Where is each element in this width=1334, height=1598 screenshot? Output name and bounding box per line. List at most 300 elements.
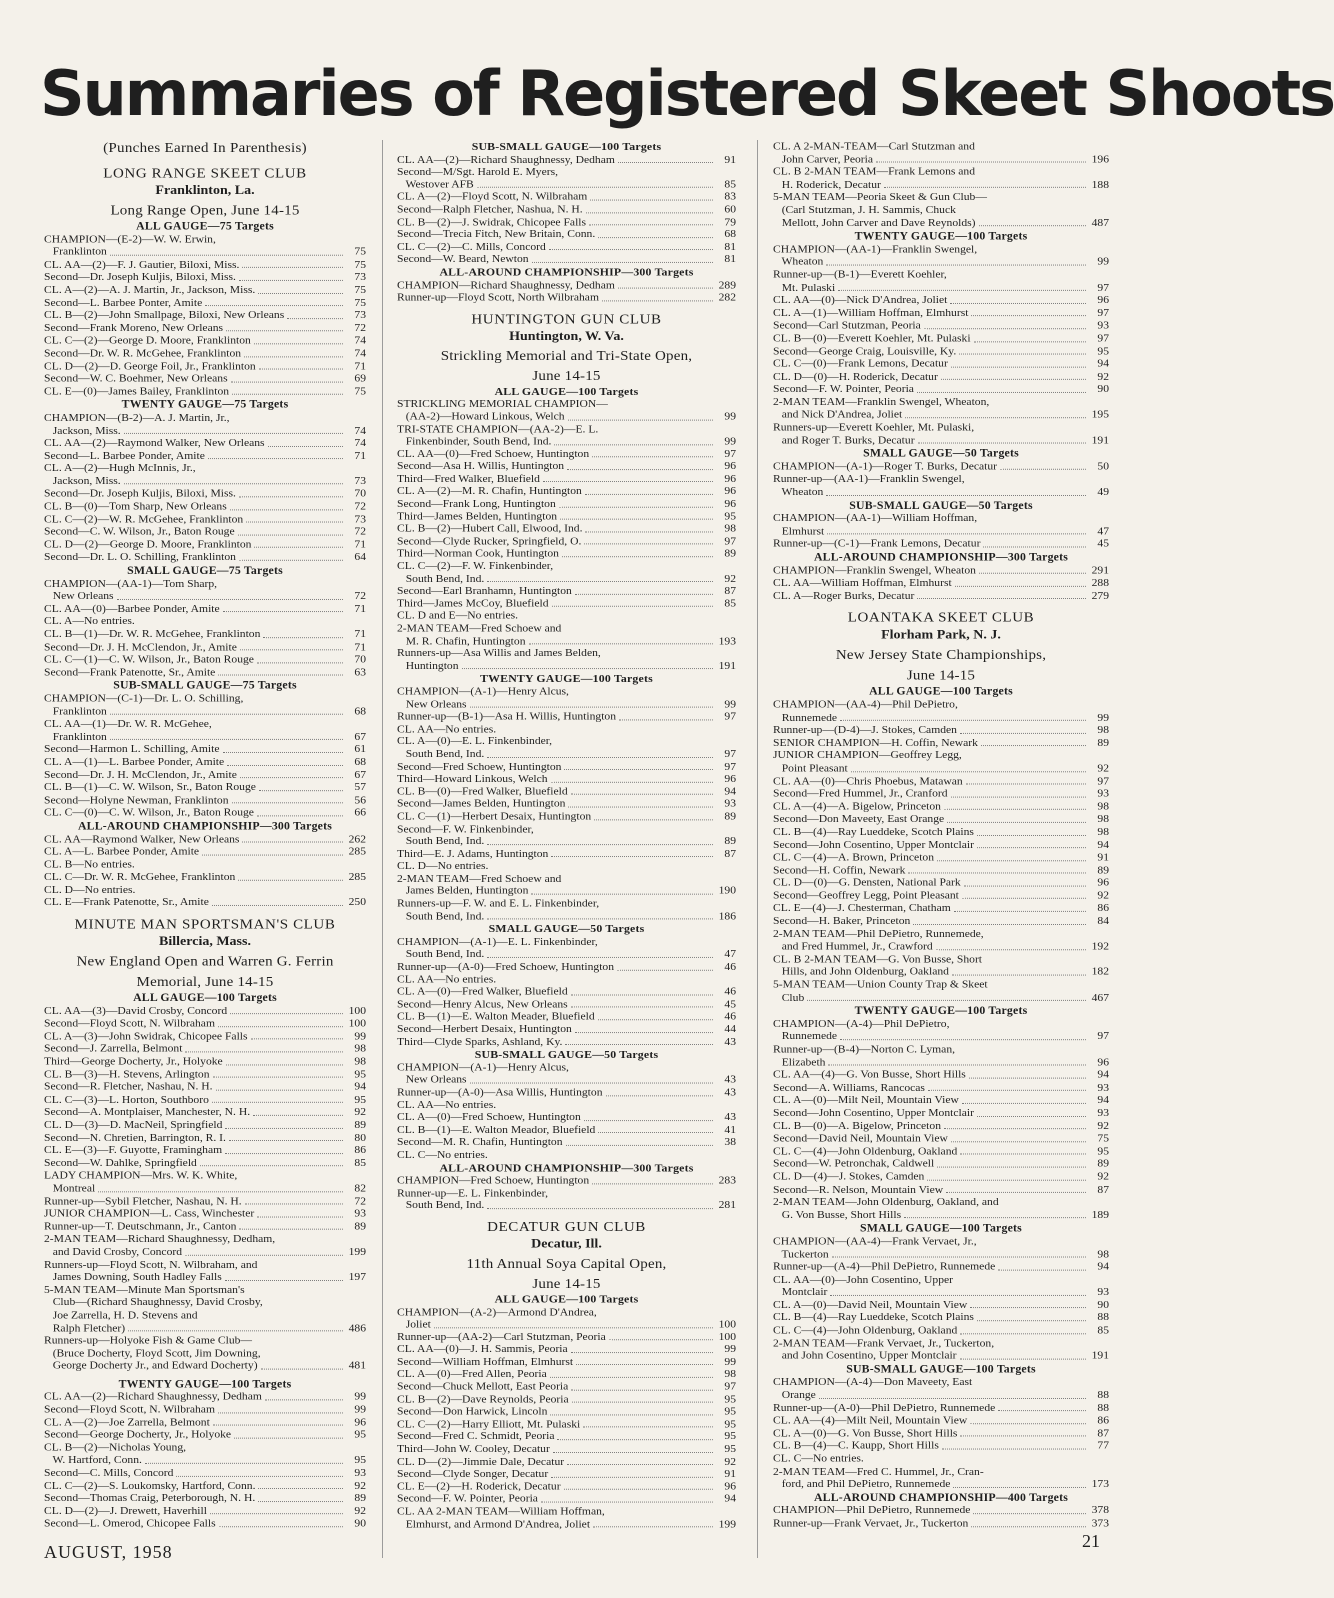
result-entry: Third—James McCoy, Bluefield (397, 597, 549, 610)
result-entry: CL. C—(4)—John Oldenburg, Oakland (773, 1324, 958, 1337)
event-title: New England Open and Warren G. Ferrin (76, 954, 334, 970)
result-row (44, 1106, 366, 1119)
result-row (44, 500, 366, 513)
score: 99 (354, 1403, 366, 1416)
score: 291 (1091, 563, 1109, 577)
result-entry: Runner-up—(C-1)—Frank Lemons, Decatur (773, 537, 981, 550)
result-row (773, 1056, 1109, 1069)
result-row (44, 705, 366, 718)
entry-text: 2-MAN TEAM—Fred Schoew and (397, 872, 562, 885)
score: 96 (724, 472, 736, 485)
entry-text: CHAMPION—(AA-1)—Franklin Swengel, (773, 242, 978, 255)
result-row (773, 153, 1109, 166)
result-row (397, 1035, 736, 1047)
result-entry: Second—Dr. W. R. McGehee, Franklinton (44, 347, 242, 360)
dot-leader (618, 288, 713, 289)
section-heading: SMALL GAUGE—50 Targets (863, 446, 1019, 460)
dot-leader (259, 369, 343, 370)
result-entry: South Bend, Ind. (397, 835, 485, 848)
result-entry: Third—Norman Cook, Huntington (397, 547, 559, 560)
result-row (44, 538, 366, 551)
score: 98 (354, 1042, 366, 1055)
result-row (773, 1517, 1109, 1530)
score: 43 (724, 1086, 736, 1099)
result-row (773, 915, 1109, 928)
result-row (773, 319, 1109, 332)
dot-leader (238, 534, 343, 535)
score: 71 (354, 359, 366, 372)
result-row (44, 1131, 366, 1144)
score: 96 (724, 460, 736, 473)
score: 95 (724, 1430, 736, 1443)
score: 481 (348, 1359, 366, 1372)
score: 77 (1097, 1439, 1109, 1452)
score: 97 (724, 760, 736, 773)
result-entry: Mt. Pulaski (773, 281, 836, 294)
score: 93 (1097, 1285, 1109, 1299)
dot-leader (590, 200, 713, 201)
score: 92 (354, 1479, 366, 1492)
score: 97 (1097, 774, 1109, 787)
result-row (773, 826, 1109, 839)
result-entry: CL. B—(3)—H. Stevens, Arlington (44, 1067, 210, 1081)
result-row (44, 1505, 366, 1518)
result-row (397, 948, 736, 960)
result-entry: South Bend, Ind. (397, 909, 485, 922)
result-row (773, 902, 1109, 915)
score: 49 (1097, 485, 1109, 498)
result-entry: CHAMPION—Phil DePietro, Runnemede (773, 1504, 971, 1517)
result-row (773, 538, 1109, 551)
dot-leader (937, 1167, 1086, 1168)
dot-leader (571, 794, 713, 795)
result-row (44, 513, 366, 526)
score: 81 (724, 240, 736, 253)
result-row (773, 813, 1109, 826)
result-entry: CL. D—(0)—G. Densten, National Park (773, 876, 961, 889)
result-entry: CL. B—(2)—Hubert Call, Elwood, Ind. (397, 522, 583, 535)
dot-leader (532, 262, 713, 263)
dot-leader (826, 265, 1086, 266)
dot-leader (571, 994, 713, 995)
score: 91 (724, 153, 736, 166)
dot-leader (117, 599, 343, 600)
dot-leader (257, 662, 343, 663)
dot-leader (970, 1308, 1086, 1309)
score: 92 (1097, 761, 1109, 775)
result-row (397, 961, 736, 973)
result-row (44, 845, 366, 858)
dot-leader (913, 924, 1086, 925)
result-row (44, 1479, 366, 1492)
entry-text: Club—(Richard Shaughnessy, David Crosby, (44, 1296, 263, 1309)
section-heading: ALL-AROUND CHAMPIONSHIP—300 Targets (813, 550, 1069, 564)
result-row (44, 1416, 366, 1429)
result-entry: (AA-2)—Howard Linkous, Welch (397, 410, 565, 423)
result-row (44, 1207, 366, 1220)
dot-leader (231, 381, 343, 382)
result-entry: CL. A—(0)—Fred Walker, Bluefield (397, 985, 568, 998)
result-entry: Westover AFB (397, 178, 474, 191)
score: 98 (1097, 812, 1109, 826)
score: 87 (724, 847, 736, 860)
result-entry: Second—John Cosentino, Upper Montclair (773, 1106, 974, 1119)
result-entry: CL. E—(0)—James Bailey, Franklinton (44, 385, 230, 398)
result-row (44, 284, 366, 297)
result-row (773, 1068, 1109, 1081)
result-entry: Second—George Craig, Louisville, Ky. (773, 344, 957, 357)
dot-leader (950, 303, 1086, 304)
score: 88 (1097, 1311, 1109, 1324)
result-entry: Second—R. Fletcher, Nashau, N. H. (44, 1080, 213, 1093)
score: 44 (724, 1022, 736, 1035)
result-entry: CL. C—(0)—C. W. Wilson, Jr., Baton Rouge (44, 806, 254, 819)
score: 85 (1097, 1324, 1109, 1337)
entry-text: CHAMPION—(AA-1)—Tom Sharp, (44, 577, 218, 590)
dot-leader (529, 644, 714, 645)
dot-leader (571, 1007, 713, 1008)
dot-leader (951, 796, 1086, 797)
entry-text: JUNIOR CHAMPION—Geoffrey Legg, (773, 749, 962, 762)
score: 81 (724, 253, 736, 266)
dot-leader (838, 290, 1086, 291)
score: 95 (724, 1418, 736, 1430)
score: 85 (724, 178, 736, 191)
dot-leader (551, 782, 713, 783)
dot-leader (434, 1327, 713, 1328)
entry-text: CL. A—(0)—E. L. Finkenbinder, (397, 735, 553, 748)
result-row (773, 1401, 1109, 1414)
dot-leader (951, 366, 1086, 367)
dot-leader (253, 1115, 343, 1116)
score: 92 (724, 572, 736, 585)
result-row (44, 1081, 366, 1094)
dot-leader (584, 544, 713, 545)
score: 87 (1097, 1426, 1109, 1440)
dot-leader (254, 343, 343, 344)
dot-leader (225, 1128, 343, 1129)
dot-leader (917, 392, 1086, 393)
dot-leader (942, 1449, 1086, 1450)
result-row (44, 590, 366, 603)
club-location: Florham Park, N. J. (881, 628, 1001, 643)
score: 46 (724, 985, 736, 998)
dot-leader (954, 911, 1086, 912)
dot-leader (575, 594, 713, 595)
result-row (44, 372, 366, 385)
result-entry: CL. AA—(4)—Milt Neil, Mountain View (773, 1414, 968, 1427)
result-row (44, 833, 366, 846)
result-row (773, 434, 1109, 447)
dot-leader (240, 650, 343, 651)
result-entry: CHAMPION—(A-1)—Roger T. Burks, Decatur (773, 460, 998, 473)
result-row (773, 1158, 1109, 1171)
result-entry: JUNIOR CHAMPION—L. Cass, Winchester (44, 1207, 255, 1220)
score: 89 (1097, 1157, 1109, 1170)
event-title: Strickling Memorial and Tri-State Open, (440, 348, 693, 364)
dot-leader (568, 419, 713, 420)
score: 72 (354, 500, 366, 513)
entry-text: CHAMPION—(AA-4)—Phil DePietro, (773, 698, 958, 711)
result-row (44, 1429, 366, 1442)
score: 100 (718, 1330, 736, 1343)
result-row (773, 1094, 1109, 1107)
score: 173 (1091, 1477, 1109, 1490)
dot-leader (1000, 469, 1086, 470)
result-entry: ford, and Phil DePietro, Runnemede (773, 1477, 951, 1490)
result-entry: Runner-up—(A-0)—Phil DePietro, Runnemede (773, 1401, 996, 1414)
dot-leader (128, 1330, 343, 1331)
result-entry: Second—N. Chretien, Barrington, R. I. (44, 1131, 226, 1144)
dot-leader (959, 354, 1086, 355)
result-entry: CL. A—(1)—William Hoffman, Elmhurst (773, 306, 969, 319)
score: 46 (724, 1010, 736, 1023)
dot-leader (239, 560, 343, 561)
result-entry: Second—Fred C. Schmidt, Peoria (397, 1430, 555, 1443)
section-heading: ALL GAUGE—100 Targets (494, 1292, 639, 1306)
result-entry: Second—David Neil, Mountain View (773, 1132, 948, 1145)
dot-leader (971, 315, 1086, 316)
result-entry: CL. D—(2)—George D. Moore, Franklinton (44, 538, 252, 551)
result-row (397, 448, 736, 460)
dot-leader (554, 444, 713, 445)
result-entry: CL. AA—(0)—Chris Phoebus, Matawan (773, 774, 963, 787)
score: 43 (724, 1035, 736, 1048)
result-row (397, 748, 736, 760)
dot-leader (819, 1398, 1086, 1399)
result-row (397, 279, 736, 291)
dot-leader (589, 224, 713, 225)
score: 74 (354, 334, 366, 347)
dot-leader (219, 1526, 343, 1527)
score: 100 (348, 1017, 366, 1030)
result-entry: CL. AA—(0)—J. H. Sammis, Peoria (397, 1343, 568, 1356)
result-row (44, 526, 366, 539)
result-row (397, 635, 736, 647)
result-row (397, 178, 736, 190)
score: 97 (1097, 306, 1109, 319)
result-entry: Third—Clyde Sparks, Ashland, Ky. (397, 1035, 563, 1048)
result-row (44, 1017, 366, 1030)
result-entry: Runner-up—T. Deutschmann, Jr., Canton (44, 1220, 237, 1233)
score: 89 (724, 810, 736, 823)
result-row (773, 787, 1109, 800)
entry-text: Runners-up—Floyd Scott, N. Wilbraham, and (44, 1258, 258, 1271)
result-row (44, 871, 366, 884)
result-row (397, 410, 736, 422)
result-row (44, 1144, 366, 1157)
result-row (44, 1360, 366, 1373)
score: 99 (354, 1390, 366, 1403)
score: 94 (724, 785, 736, 798)
score: 43 (724, 1073, 736, 1086)
section-heading: SMALL GAUGE—100 Targets (860, 1221, 1022, 1235)
event-title: June 14-15 (532, 368, 601, 384)
result-row (44, 756, 366, 769)
result-entry: CL. E—(4)—J. Chesterman, Chatham (773, 901, 951, 915)
result-row (44, 1195, 366, 1208)
section-heading: TWENTY GAUGE—100 Targets (480, 672, 653, 685)
result-entry: CL. B—(2)—Dave Reynolds, Peoria (397, 1393, 569, 1406)
dot-leader (240, 777, 343, 778)
result-row (397, 435, 736, 447)
result-entry: Second—James Belden, Huntington (397, 797, 566, 810)
event-title: New Jersey State Championships, (835, 648, 1047, 664)
result-row (773, 1414, 1109, 1427)
entry-text: Second—F. W. Finkenbinder, (397, 822, 534, 835)
score: 91 (1097, 851, 1109, 864)
score: 94 (354, 1080, 366, 1093)
event-title: Long Range Open, June 14-15 (110, 203, 300, 219)
entry-text: CL. AA—No entries. (397, 722, 497, 735)
result-row (44, 347, 366, 360)
result-row (44, 360, 366, 373)
score: 45 (724, 998, 736, 1010)
result-entry: Second—W. Petronchak, Caldwell (773, 1157, 935, 1170)
result-row (44, 1068, 366, 1081)
club-name: HUNTINGTON GUN CLUB (471, 312, 662, 327)
result-entry: CHAMPION—Franklin Swengel, Wheaton (773, 563, 976, 577)
result-entry: CL. C—(1)—C. W. Wilson, Jr., Baton Rouge (44, 653, 254, 666)
result-row (397, 510, 736, 522)
score: 92 (1097, 370, 1109, 383)
result-row (397, 597, 736, 609)
result-entry: CL. B—(2)—John Smallpage, Biloxi, New Orleans (44, 309, 285, 322)
event-title: June 14-15 (906, 668, 976, 684)
score: 86 (1097, 901, 1109, 915)
result-row (773, 1350, 1109, 1363)
result-entry: CL. C—(1)—Herbert Desaix, Huntington (397, 810, 592, 823)
score: 373 (1091, 1516, 1109, 1530)
club-name: LONG RANGE SKEET CLUB (103, 166, 307, 182)
result-row (773, 711, 1109, 724)
result-row (44, 1030, 366, 1043)
result-entry: Second—Don Harwick, Lincoln (397, 1405, 548, 1418)
score: 92 (354, 1504, 366, 1517)
result-row (773, 332, 1109, 345)
result-entry: and Nick D'Andrea, Joliet (773, 408, 903, 421)
entry-text: 2-MAN TEAM—Fred C. Hummel, Jr., Cran- (773, 1465, 984, 1478)
dot-leader (257, 1216, 343, 1217)
dot-leader (225, 1153, 343, 1154)
result-entry: Elmhurst, and Armond D'Andrea, Joliet (397, 1517, 591, 1530)
result-entry: Joliet (397, 1318, 431, 1331)
score: 191 (718, 659, 736, 672)
result-entry: Second—Clyde Rucker, Springfield, O. (397, 535, 582, 547)
result-entry: CL. B—(0)—Everett Koehler, Mt. Pulaski (773, 331, 971, 345)
entry-text: CL. A—No entries. (44, 615, 135, 628)
score: 95 (724, 1405, 736, 1418)
dot-leader (549, 249, 713, 250)
result-entry: SENIOR CHAMPION—H. Coffin, Newark (773, 736, 978, 749)
dot-leader (553, 1452, 713, 1453)
result-entry: CL. B—(0)—Fred Walker, Bluefield (397, 785, 568, 798)
result-entry: Second—Harmon L. Schilling, Amite (44, 742, 220, 756)
score: 95 (724, 1442, 736, 1455)
dot-leader (571, 1352, 713, 1353)
dot-leader (470, 1083, 713, 1084)
score: 89 (1097, 863, 1109, 876)
dot-leader (176, 1476, 343, 1477)
entry-text: CL. AA—No entries. (397, 973, 497, 986)
result-row (773, 370, 1109, 383)
dot-leader (826, 495, 1086, 496)
section-heading: SMALL GAUGE—75 Targets (127, 563, 283, 577)
result-row (397, 153, 736, 165)
dot-leader (952, 975, 1086, 976)
dot-leader (263, 637, 343, 638)
score: 47 (724, 948, 736, 961)
dot-leader (242, 267, 343, 268)
result-entry: Franklinton (44, 730, 107, 743)
dot-leader (210, 1514, 343, 1515)
result-entry: Point Pleasant (773, 761, 848, 775)
entry-text: CL. C—No entries. (773, 1452, 864, 1465)
score: 66 (354, 806, 366, 819)
result-entry: Franklinton (44, 704, 107, 718)
score: 96 (724, 1480, 736, 1493)
result-entry: Second—William Hoffman, Elmhurst (397, 1355, 574, 1368)
score: 188 (1091, 178, 1109, 191)
result-entry: CL. D—(2)—D. George Foil, Jr., Franklinton (44, 359, 256, 372)
result-entry: Second—Herbert Desaix, Huntington (397, 1022, 572, 1035)
result-row (773, 762, 1109, 775)
dot-leader (487, 919, 713, 920)
score: 279 (1091, 589, 1109, 602)
score: 99 (1097, 255, 1109, 268)
dot-leader (830, 1295, 1086, 1296)
dot-leader (212, 905, 343, 906)
dot-leader (551, 1477, 713, 1478)
result-entry: Second—Carl Stutzman, Peoria (773, 319, 921, 332)
score: 93 (724, 797, 736, 810)
score: 89 (354, 1491, 366, 1505)
score: 75 (354, 283, 366, 296)
dot-leader (998, 1269, 1086, 1270)
result-entry: Second—C. Mills, Concord (44, 1466, 174, 1479)
entry-text: 5-MAN TEAM—Minute Man Sportsman's (44, 1283, 245, 1296)
result-row (773, 966, 1109, 979)
section-heading: TWENTY GAUGE—75 Targets (121, 397, 289, 411)
dot-leader (205, 305, 343, 306)
result-entry: James Belden, Huntington (397, 884, 529, 897)
entry-text: CHAMPION—(C-1)—Dr. L. O. Schilling, (44, 692, 244, 705)
score: 47 (1097, 524, 1109, 537)
dot-leader (840, 1039, 1086, 1040)
score: 75 (354, 245, 366, 258)
score: 46 (724, 960, 736, 973)
dot-leader (258, 1501, 343, 1502)
score: 68 (354, 704, 366, 718)
entry-text: (Bruce Docherty, Floyd Scott, Jim Downing, (44, 1346, 261, 1360)
result-row (397, 1381, 736, 1393)
note-line: (Punches Earned In Parenthesis) (103, 140, 307, 156)
dot-leader (487, 581, 713, 582)
club-location: Franklinton, La. (155, 183, 255, 198)
club-location: Huntington, W. Va. (509, 329, 624, 344)
dot-leader (983, 547, 1086, 548)
score: 63 (354, 665, 366, 679)
result-entry: Second—W. Dahlke, Springfield (44, 1156, 197, 1169)
result-row (397, 1443, 736, 1455)
score: 96 (724, 772, 736, 785)
score: 99 (724, 1355, 736, 1368)
dot-leader (609, 1340, 713, 1341)
result-row (773, 294, 1109, 307)
result-entry: South Bend, Ind. (397, 747, 485, 760)
score: 98 (1097, 723, 1109, 736)
dot-leader (477, 187, 713, 188)
